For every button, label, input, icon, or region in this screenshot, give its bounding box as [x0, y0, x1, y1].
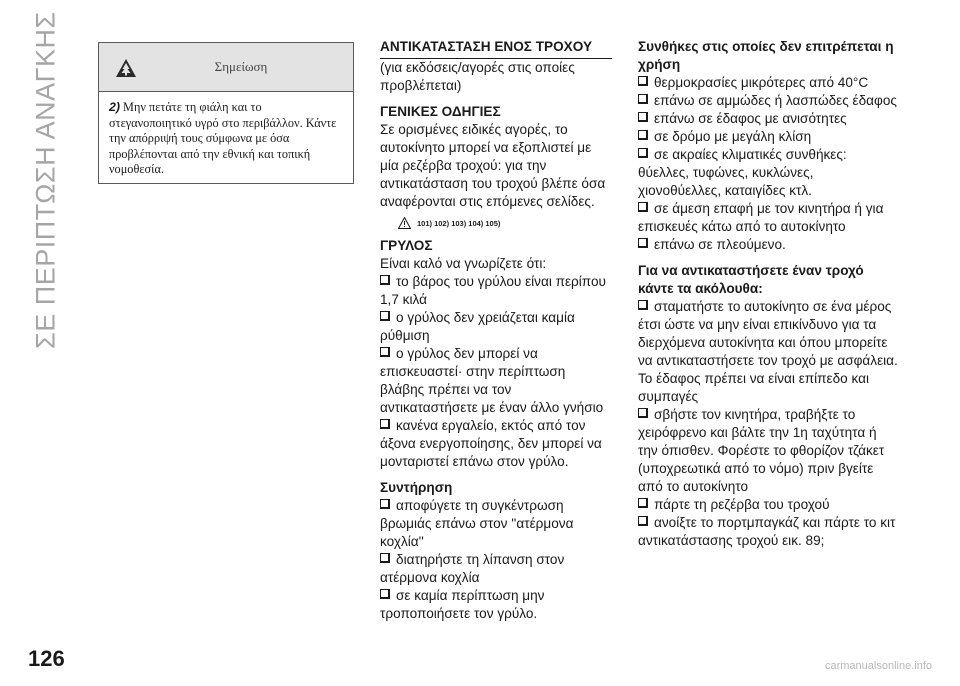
list-item: θερμοκρασίες μικρότερες από 40°C — [638, 74, 900, 92]
note-box — [98, 42, 354, 184]
warning-ref-numbers: 101) 102) 103) 104) 105) — [417, 218, 501, 228]
list-item: σβήστε τον κινητήρα, τραβήξτε το χειρόφρενο και βάλτε την 1η ταχύτητα ή την όπισθεν. Φορέστε το φθορίζον τζάκετ (υποχρεωτικά από το νόμο) πριν βγείτε από το αυτοκίνητο — [638, 407, 885, 494]
bullet-box-icon — [638, 94, 648, 104]
warning-refs — [398, 217, 612, 229]
bullet-box-icon — [638, 300, 648, 310]
bullet-box-icon — [380, 589, 390, 599]
list-item: ο γρύλος δεν χρειάζεται καμία ρύθμιση — [380, 310, 575, 343]
column-middle — [380, 38, 612, 623]
list-item: σε καμία περίπτωση μην τροποποιήσετε τον γρύλο. — [380, 588, 545, 621]
list-item: επάνω σε έδαφος με ανισότητες — [638, 110, 900, 128]
jack-intro: Είναι καλό να γνωρίζετε ότι: — [380, 256, 547, 271]
replace-title: Για να αντικαταστήσετε έναν τροχό κάντε τα ακόλουθα: — [638, 263, 864, 296]
note-body — [99, 92, 353, 178]
list-item: επάνω σε πλεούμενο. — [638, 236, 900, 254]
general-title: ΓΕΝΙΚΕΣ ΟΔΗΓΙΕΣ — [380, 104, 501, 119]
bullet-box-icon — [380, 311, 390, 321]
note-text: Μην πετάτε τη φιάλη και το στεγανοποιητικό υγρό στο περιβάλλον. Κάντε την απόρριψή τους σύμφωνα με όσα προβλέπονται από την εθνική και τοπική νομοθεσία. — [109, 100, 337, 176]
list-item: σε ακραίες κλιματικές συνθήκες: θύελλες, τυφώνες, κυκλώνες, χιονοθύελλες, καταιγίδες κτλ. — [638, 147, 847, 198]
bullet-box-icon — [380, 499, 390, 509]
column-right — [638, 38, 900, 550]
list-item: κανένα εργαλείο, εκτός από τον άξονα ενεργοποίησης, δεν μπορεί να μονταριστεί επάνω στον γρύλο. — [380, 418, 602, 469]
bullet-box-icon — [638, 130, 648, 140]
warning-icon — [398, 217, 411, 229]
maintenance-title: Συντήρηση — [380, 480, 453, 495]
bullet-box-icon — [638, 148, 648, 158]
list-item: επάνω σε αμμώδες ή λασπώδες έδαφος — [638, 92, 900, 110]
list-item: το βάρος του γρύλου είναι περίπου 1,7 κιλά — [380, 274, 606, 307]
bullet-box-icon — [380, 275, 390, 285]
bullet-box-icon — [380, 553, 390, 563]
list-item: αποφύγετε τη συγκέντρωση βρωμιάς επάνω στον ''ατέρμονα κοχλία'' — [380, 498, 574, 549]
bullet-box-icon — [638, 112, 648, 122]
watermark: carmanualsonline.info — [824, 660, 932, 672]
side-chapter-title: ΣΕ ΠΕΡΙΠΤΩΣΗ ΑΝΑΓΚΗΣ — [30, 11, 61, 349]
list-item: πάρτε τη ρεζέρβα του τροχού — [638, 496, 900, 514]
note-header — [99, 43, 353, 92]
list-item: σε άμεση επαφή με τον κινητήρα ή για επισκευές κάτω από το αυτοκίνητο — [638, 201, 884, 234]
bullet-box-icon — [638, 408, 648, 418]
note-title: Σημείωση — [214, 59, 268, 74]
bullet-box-icon — [638, 516, 648, 526]
bullet-box-icon — [638, 202, 648, 212]
jack-title: ΓΡΥΛΟΣ — [380, 238, 433, 253]
list-item: ο γρύλος δεν μπορεί να επισκευαστεί· στην περίπτωση βλάβης πρέπει να τον αντικαταστήσετε με έναν άλλο γνήσιο — [380, 346, 604, 415]
bullet-box-icon — [380, 347, 390, 357]
intro-text: (για εκδόσεις/αγορές στις οποίες προβλέπεται) — [380, 60, 575, 93]
list-item: σταματήστε το αυτοκίνητο σε ένα μέρος έτσι ώστε να μην είναι επικίνδυνο για τα διερχόμενα αυτοκίνητα και όπου μπορείτε να αντικαταστήσετε τον τροχό με ασφάλεια. Το έδαφος πρέπει να είναι επίπεδο και συμπαγές — [638, 299, 898, 404]
list-item: διατηρήστε τη λίπανση στον ατέρμονα κοχλία — [380, 552, 565, 585]
list-item: σε δρόμο με μεγάλη κλίση — [638, 128, 900, 146]
conditions-title: Συνθήκες στις οποίες δεν επιτρέπεται η χρήση — [638, 39, 894, 72]
general-text: Σε ορισμένες ειδικές αγορές, το αυτοκίνητο μπορεί να εξοπλιστεί με μία ρεζέρβα τροχού: για την αντικατάσταση του τροχού βλέπε όσα αναφέρονται στις επόμενες σελίδες. — [380, 122, 606, 209]
list-item: ανοίξτε το πορτμπαγκάζ και πάρτε το κιτ αντικατάστασης τροχού εικ. 89; — [638, 515, 896, 548]
section-heading: ΑΝΤΙΚΑΤΑΣΤΑΣΗ ΕΝΟΣ ΤΡΟΧΟΥ — [380, 38, 612, 59]
bullet-box-icon — [638, 76, 648, 86]
bullet-box-icon — [638, 238, 648, 248]
bullet-box-icon — [380, 419, 390, 429]
page-number: 126 — [28, 646, 65, 671]
bullet-box-icon — [638, 498, 648, 508]
note-number: 2) — [109, 100, 120, 114]
